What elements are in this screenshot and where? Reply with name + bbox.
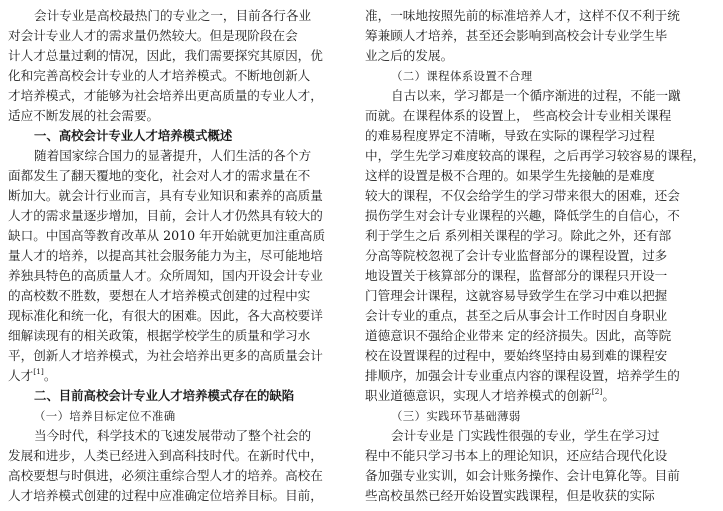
line-tail: 。 xyxy=(43,368,57,383)
text-line xyxy=(8,186,348,206)
text-line xyxy=(8,306,348,326)
line-text: 一、高校会计专业人才培养模式概述 xyxy=(34,128,233,143)
line-text: 缺口。中国高等教育改革从 2010 年开始就更加注重高质 xyxy=(8,228,326,243)
line-text: 平，创新人才培养模式，为社会培养出更多的高质量会计 xyxy=(8,348,323,363)
line-text: 人才的需求量逐步增加，目前，会计人才仍然具有较大的 xyxy=(8,208,323,223)
line-text: 备加强专业实训，如会计账务操作、会计电算化等。目前 xyxy=(365,468,680,483)
text-line xyxy=(8,326,348,346)
text-line xyxy=(365,386,715,406)
line-text: 当今时代，科学技术的飞速发展带动了整个社会的 xyxy=(34,428,312,443)
text-line xyxy=(8,246,348,266)
text-line xyxy=(365,26,715,46)
text-line xyxy=(365,106,715,126)
section-heading xyxy=(8,126,348,146)
line-tail: 。 xyxy=(602,388,615,403)
line-text: 职业道德意识，实现人才培养模式的创新 xyxy=(365,388,592,403)
text-line xyxy=(8,146,348,166)
line-text: 的高校数不胜数，要想在人才培养模式创建的过程中实 xyxy=(8,288,311,303)
text-line xyxy=(8,446,348,466)
text-line xyxy=(365,426,715,446)
text-line xyxy=(365,226,715,246)
line-text: 量人才的培养，以提高其社会服务能力为主，尽可能地培 xyxy=(8,248,323,263)
line-text: 中，学生先学习难度较高的课程，之后再学习较容易的课程， xyxy=(365,148,706,163)
text-line xyxy=(365,366,715,386)
text-line xyxy=(8,66,348,86)
text-line xyxy=(365,86,715,106)
line-text: 养独具特色的高质量人才。众所周知，国内开设会计专业 xyxy=(8,268,323,283)
text-line xyxy=(8,206,348,226)
line-text: 门管理会计课程，这就容易导致学生在学习中难以把握 xyxy=(365,288,668,303)
text-line xyxy=(8,6,348,26)
text-line xyxy=(365,186,715,206)
subsection-heading xyxy=(8,406,348,426)
text-line xyxy=(8,166,348,186)
text-line xyxy=(8,46,348,66)
line-text: 而就。在课程体系的设置上， 些高校会计专业相关课程 xyxy=(365,108,672,123)
citation-ref: [2] xyxy=(591,387,603,396)
left-column xyxy=(8,6,348,506)
text-line xyxy=(365,306,715,326)
text-line xyxy=(365,6,715,26)
line-text: 现标准化和统一化，有很大的困难。因此，各大高校要详 xyxy=(8,308,323,323)
line-text: 校在设置课程的过程中，要始终坚持由易到难的课程安 xyxy=(365,348,668,363)
subsection-heading xyxy=(365,406,715,426)
text-line xyxy=(365,246,715,266)
section-heading xyxy=(8,386,348,406)
text-line xyxy=(365,126,715,146)
subsection-heading xyxy=(365,66,715,86)
text-line xyxy=(8,486,348,506)
line-text: 人才培养模式创建的过程中应准确定位培养目标。目前， xyxy=(8,488,323,503)
line-text: 分高等院校忽视了会计专业监督部分的课程设置，过多 xyxy=(365,248,668,263)
line-text: 发展和进步，人类已经进入到高科技时代。在新时代中， xyxy=(8,448,323,463)
line-text: 细解读现有的相关政策，根据学校学生的质量和学习水 xyxy=(8,328,311,343)
line-text: 计人才总量过剩的情况，因此，我们需要探究其原因，优 xyxy=(8,48,323,63)
text-line xyxy=(365,286,715,306)
text-line xyxy=(8,366,348,386)
text-line xyxy=(365,166,715,186)
text-line xyxy=(365,266,715,286)
line-text: 断加大。就会计行业而言，具有专业知识和素养的高质量 xyxy=(8,188,323,203)
right-column xyxy=(365,6,715,506)
line-text: 面都发生了翻天覆地的变化，社会对人才的需求量在不 xyxy=(8,168,311,183)
line-text: 随着国家综合国力的显著提升，人们生活的各个方 xyxy=(34,148,312,163)
line-text: 二、目前高校会计专业人才培养模式存在的缺陷 xyxy=(34,388,295,403)
line-text: 适应不断发展的社会需要。 xyxy=(8,108,160,123)
line-text: 些高校虽然已经开始设置实践课程，但是收获的实际 xyxy=(365,488,655,503)
line-text: 准，一味地按照先前的标准培养人才，这样不仅不利于统 xyxy=(365,8,680,23)
text-line xyxy=(365,446,715,466)
line-text: 损伤学生对会计专业课程的兴趣，降低学生的自信心，不 xyxy=(365,208,680,223)
line-text: 这样的设置是极不合理的。如果学生先接触的是难度 xyxy=(365,168,655,183)
text-line xyxy=(8,286,348,306)
line-text: （三）实践环节基础薄弱 xyxy=(391,409,521,423)
text-line xyxy=(8,26,348,46)
text-line xyxy=(365,146,715,166)
text-line xyxy=(8,226,348,246)
text-line xyxy=(8,266,348,286)
line-text: 会计专业是高校最热门的专业之一，目前各行各业 xyxy=(34,8,312,23)
line-text: 业之后的发展。 xyxy=(365,48,454,63)
line-text: （二）课程体系设置不合理 xyxy=(391,69,533,83)
text-line xyxy=(8,346,348,366)
text-line xyxy=(8,426,348,446)
text-line xyxy=(8,86,348,106)
line-text: 高校要想与时俱进，必须注重综合型人才的培养。高校在 xyxy=(8,468,323,483)
line-text: 排顺序，加强会计专业重点内容的课程设置，培养学生的 xyxy=(365,368,680,383)
text-line xyxy=(365,346,715,366)
line-text: 人才 xyxy=(8,368,34,383)
text-line xyxy=(365,46,715,66)
text-line xyxy=(365,206,715,226)
text-line xyxy=(365,486,715,506)
text-line xyxy=(8,466,348,486)
line-text: 对会计专业人才的需求量仍然较大。但是现阶段在会 xyxy=(8,28,298,43)
text-line xyxy=(365,466,715,486)
line-text: 的难易程度界定不清晰，导致在实际的课程学习过程 xyxy=(365,128,655,143)
line-text: 会计专业是 门实践性很强的专业，学生在学习过 xyxy=(391,428,660,443)
citation-ref: [1] xyxy=(33,367,44,376)
line-text: 道德意识不强给企业带来 定的经济损失。因此，高等院 xyxy=(365,328,672,343)
line-text: 筹兼顾人才培养，甚至还会影响到高校会计专业学生毕 xyxy=(365,28,668,43)
line-text: 化和完善高校会计专业的人才培养模式。不断地创新人 xyxy=(8,68,311,83)
line-text: 自古以来，学习都是一个循序渐进的过程，不能一蹴 xyxy=(391,88,681,103)
line-text: 利于学生之后 系列相关课程的学习。除此之外，还有部 xyxy=(365,228,672,243)
line-text: 较大的课程，不仅会给学生的学习带来很大的困难，还会 xyxy=(365,188,680,203)
line-text: （一）培养目标定位不准确 xyxy=(34,409,176,423)
line-text: 会计专业的重点，甚至之后从事会计工作时因自身职业 xyxy=(365,308,668,323)
line-text: 程中不能只学习书本上的理论知识，还应结合现代化设 xyxy=(365,448,668,463)
line-text: 才培养模式，才能够为社会培养出更高质量的专业人才， xyxy=(8,88,323,103)
text-line xyxy=(365,326,715,346)
line-text: 地设置关于核算部分的课程，监督部分的课程只开设一 xyxy=(365,268,668,283)
text-line xyxy=(8,106,348,126)
